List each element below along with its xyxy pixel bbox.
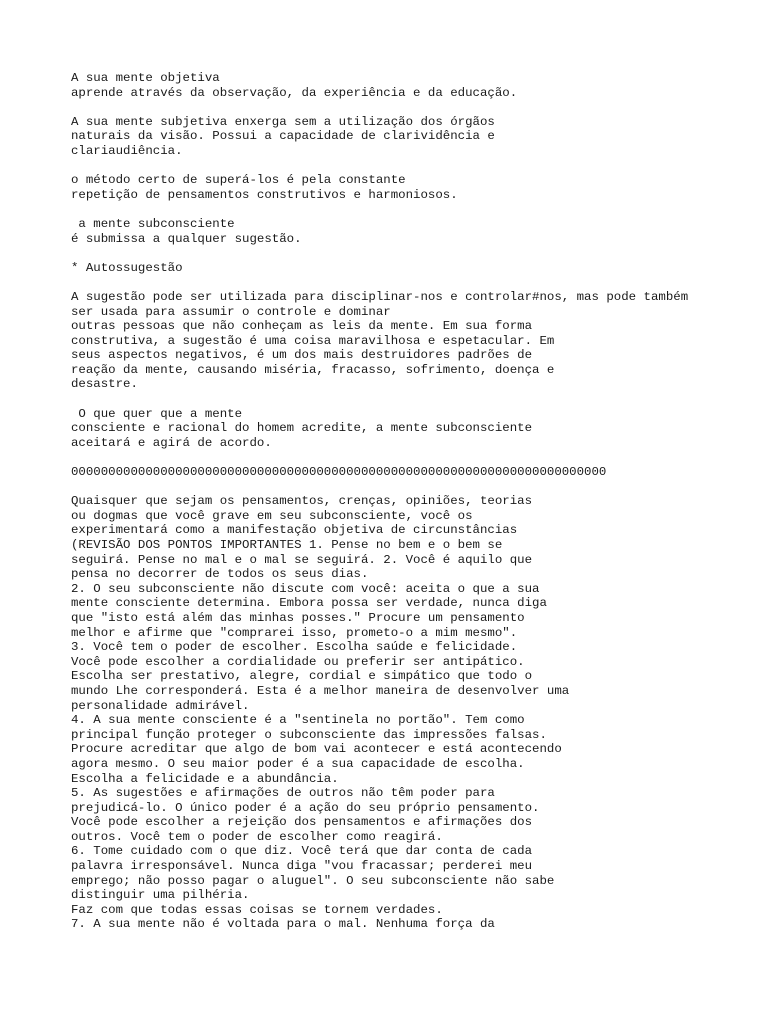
paragraph	[71, 173, 761, 202]
paragraph	[71, 71, 761, 100]
text-line: 4. A sua mente consciente é a "sentinela no portão". Tem como	[71, 713, 525, 728]
text-line: agora mesmo. O seu maior poder é a sua capacidade de escolha.	[71, 756, 525, 771]
paragraph	[71, 115, 761, 159]
text-line: melhor e afirme que "comprarei isso, prometo-o a mim mesmo".	[71, 625, 518, 640]
text-line: 000000000000000000000000000000000000000000000000000000000000000000000000	[71, 465, 607, 480]
text-line: desastre.	[71, 377, 138, 392]
text-line: distinguir uma pilhéria.	[71, 888, 250, 903]
paragraph	[71, 217, 761, 246]
text-line: aceitará e agirá de acordo.	[71, 435, 272, 450]
text-line: 3. Você tem o poder de escolher. Escolha saúde e felicidade.	[71, 640, 518, 655]
text-line: ou dogmas que você grave em seu subconsciente, você os	[71, 508, 473, 523]
text-line: aprende através da observação, da experiência e da educação.	[71, 85, 518, 100]
text-line: emprego; não posso pagar o aluguel". O seu subconsciente não sabe	[71, 873, 555, 888]
text-line: principal função proteger o subconsciente das impressões falsas.	[71, 727, 547, 742]
text-line: Procure acreditar que algo de bom vai acontecer e está acontecendo	[71, 742, 562, 757]
text-line: consciente e racional do homem acredite, a mente subconsciente	[71, 421, 533, 436]
text-line: A sugestão pode ser utilizada para disciplinar-nos e controlar#nos, mas pode também	[71, 289, 689, 304]
paragraph	[71, 290, 761, 392]
text-line: outros. Você tem o poder de escolher como reagirá.	[71, 829, 443, 844]
text-line: que "isto está além das minhas posses." Procure um pensamento	[71, 610, 525, 625]
text-line: mundo Lhe corresponderá. Esta é a melhor maneira de desenvolver uma	[71, 683, 570, 698]
text-line: o método certo de superá-los é pela constante	[71, 173, 406, 188]
text-line: Escolha ser prestativo, alegre, cordial e simpático que todo o	[71, 669, 533, 684]
text-line: 7. A sua mente não é voltada para o mal. Nenhuma força da	[71, 917, 495, 932]
text-line: clariaudiência.	[71, 143, 183, 158]
paragraph	[71, 494, 761, 932]
paragraph	[71, 407, 761, 451]
text-line: Faz com que todas essas coisas se tornem verdades.	[71, 902, 443, 917]
text-line: Você pode escolher a rejeição dos pensamentos e afirmações dos	[71, 815, 533, 830]
text-line: palavra irresponsável. Nunca diga "vou fracassar; perderei meu	[71, 859, 533, 874]
text-line: personalidade admirável.	[71, 698, 250, 713]
text-line: Você pode escolher a cordialidade ou preferir ser antipático.	[71, 654, 525, 669]
text-line: naturais da visão. Possui a capacidade de clarividência e	[71, 129, 495, 144]
text-line: reação da mente, causando miséria, fracasso, sofrimento, doença e	[71, 362, 555, 377]
text-line: Escolha a felicidade e a abundância.	[71, 771, 339, 786]
text-line: seguirá. Pense no mal e o mal se seguirá. 2. Você é aquilo que	[71, 552, 533, 567]
paragraph	[71, 261, 761, 276]
text-line: repetição de pensamentos construtivos e harmoniosos.	[71, 187, 458, 202]
text-line: Quaisquer que sejam os pensamentos, crenças, opiniões, teorias	[71, 494, 533, 509]
paragraph	[71, 465, 761, 480]
text-line: 5. As sugestões e afirmações de outros não têm poder para	[71, 786, 495, 801]
text-line: A sua mente objetiva	[71, 71, 220, 85]
text-line: pensa no decorrer de todos os seus dias.	[71, 567, 369, 582]
document-page	[71, 71, 761, 947]
text-line: 2. O seu subconsciente não discute com você: aceita o que a sua	[71, 581, 540, 596]
text-line: ser usada para assumir o controle e dominar	[71, 304, 391, 319]
text-line: outras pessoas que não conheçam as leis da mente. Em sua forma	[71, 319, 533, 334]
text-line: seus aspectos negativos, é um dos mais destruidores padrões de	[71, 348, 533, 363]
text-line: (REVISÃO DOS PONTOS IMPORTANTES 1. Pense no bem e o bem se	[71, 538, 503, 552]
text-line: a mente subconsciente	[71, 216, 235, 231]
text-line: O que quer que a mente	[71, 406, 243, 421]
text-line: 6. Tome cuidado com o que diz. Você terá que dar conta de cada	[71, 844, 533, 859]
text-line: * Autossugestão	[71, 260, 183, 275]
text-line: é submissa a qualquer sugestão.	[71, 231, 302, 246]
text-line: experimentará como a manifestação objetiva de circunstâncias	[71, 523, 518, 538]
text-line: A sua mente subjetiva enxerga sem a utilização dos órgãos	[71, 114, 495, 129]
text-line: mente consciente determina. Embora possa ser verdade, nunca diga	[71, 596, 547, 611]
text-line: construtiva, a sugestão é uma coisa maravilhosa e espetacular. Em	[71, 333, 555, 348]
text-line: prejudicá-lo. O único poder é a ação do seu próprio pensamento.	[71, 800, 540, 815]
